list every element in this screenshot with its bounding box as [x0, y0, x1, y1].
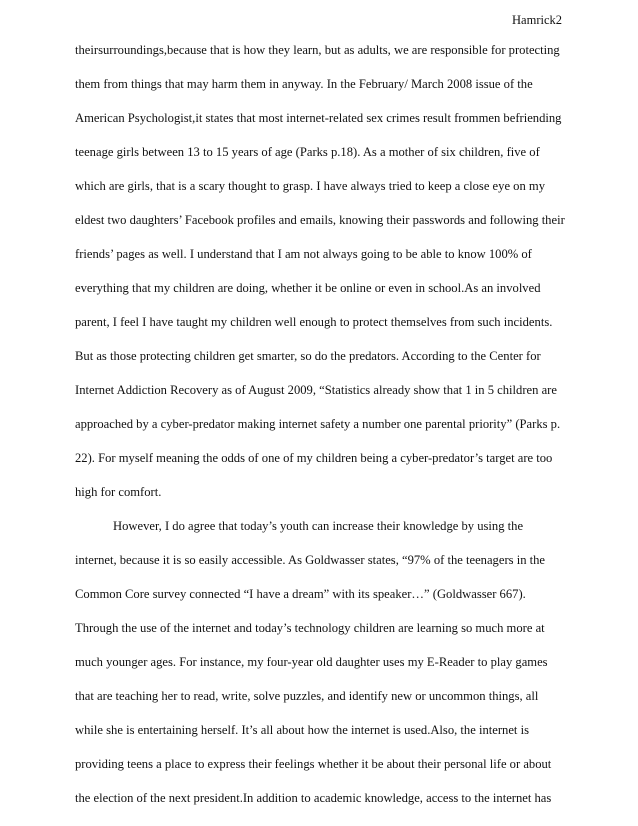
text-line: while she is entertaining herself. It’s all about how the internet is used.Also, the internet is: [75, 723, 529, 737]
text-line: that are teaching her to read, write, solve puzzles, and identify new or uncommon things, all: [75, 689, 539, 703]
text-line: the election of the next president.In addition to academic knowledge, access to the internet has: [75, 791, 552, 805]
text-line: But as those protecting children get smarter, so do the predators. According to the Center for: [75, 349, 541, 363]
text-line: parent, I feel I have taught my children well enough to protect themselves from such incidents.: [75, 315, 553, 329]
text-line: eldest two daughters’ Facebook profiles and emails, knowing their passwords and following their: [75, 213, 565, 227]
text-line: American Psychologist,it states that most internet-related sex crimes result frommen befriending: [75, 111, 562, 125]
text-line: teenage girls between 13 to 15 years of age (Parks p.18). As a mother of six children, five of: [75, 145, 540, 159]
text-line: high for comfort.: [75, 485, 162, 499]
running-head: Hamrick2: [512, 13, 562, 27]
text-line: internet, because it is so easily accessible. As Goldwasser states, “97% of the teenagers in the: [75, 553, 546, 567]
text-line: much younger ages. For instance, my four-year old daughter uses my E-Reader to play games: [75, 655, 548, 669]
text-line: 22). For myself meaning the odds of one of my children being a cyber-predator’s target are too: [75, 451, 553, 465]
text-line: Internet Addiction Recovery as of August 2009, “Statistics already show that 1 in 5 children are: [75, 383, 557, 397]
text-line: everything that my children are doing, whether it be online or even in school.As an involved: [75, 281, 541, 295]
text-line: Through the use of the internet and today’s technology children are learning so much more at: [75, 621, 545, 635]
text-line: theirsurroundings,because that is how they learn, but as adults, we are responsible for protecting: [75, 43, 560, 57]
text-line: friends’ pages as well. I understand that I am not always going to be able to know 100% of: [75, 247, 532, 261]
text-line: providing teens a place to express their feelings whether it be about their personal life or about: [75, 757, 552, 771]
text-line: which are girls, that is a scary thought to grasp. I have always tried to keep a close eye on my: [75, 179, 546, 193]
text-line: them from things that may harm them in anyway. In the February/ March 2008 issue of the: [75, 77, 533, 91]
text-line: However, I do agree that today’s youth can increase their knowledge by using the: [113, 519, 524, 533]
body-text: [75, 41, 575, 823]
text-line: approached by a cyber-predator making internet safety a number one parental priority” (Parks p.: [75, 417, 561, 431]
text-line: Common Core survey connected “I have a dream” with its speaker…” (Goldwasser 667).: [75, 587, 526, 601]
